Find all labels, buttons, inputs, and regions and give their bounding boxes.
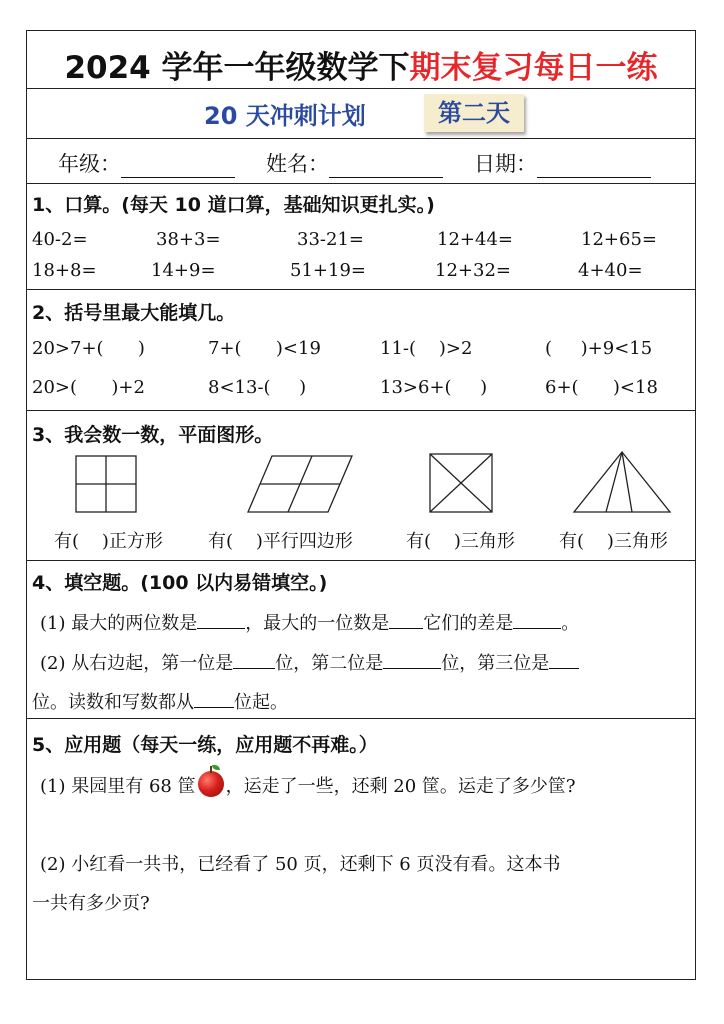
crossed-square-shape bbox=[430, 454, 492, 512]
calc-item: 14+9= bbox=[151, 260, 216, 281]
answer-blank[interactable] bbox=[194, 689, 234, 708]
section3-heading: 3、我会数一数，平面图形。 bbox=[32, 424, 274, 446]
shape-caption: 有( )正方形 bbox=[54, 531, 163, 552]
divider bbox=[26, 410, 696, 411]
day-badge bbox=[424, 94, 524, 132]
answer-blank[interactable] bbox=[389, 610, 423, 629]
fill-line-1 bbox=[40, 609, 579, 635]
inequality-item: 20>( )+2 bbox=[32, 377, 145, 398]
divider bbox=[26, 183, 696, 184]
answer-blank[interactable] bbox=[383, 650, 441, 669]
section2-heading: 2、括号里最大能填几。 bbox=[32, 302, 236, 324]
date-field bbox=[474, 148, 651, 178]
calc-item: 40-2= bbox=[32, 229, 88, 250]
fill-text: ，最大的一位数是 bbox=[245, 613, 390, 634]
answer-blank[interactable] bbox=[233, 650, 275, 669]
inequality-item: 11-( )>2 bbox=[380, 338, 473, 359]
inequality-item: 6+( )<18 bbox=[545, 377, 658, 398]
calc-item: 12+65= bbox=[581, 229, 657, 250]
divider bbox=[26, 289, 696, 290]
inequality-item: 7+( )<19 bbox=[208, 338, 321, 359]
shape-caption: 有( )平行四边形 bbox=[208, 531, 353, 552]
grade-blank[interactable] bbox=[121, 155, 235, 178]
word-problem-2-line1: (2) 小红看一共书，已经看了 50 页，还剩下 6 页没有看。这本书 bbox=[40, 854, 561, 875]
answer-blank[interactable] bbox=[549, 650, 579, 669]
fill-text: 位，第三位是 bbox=[441, 653, 550, 674]
inequality-item: 13>6+( ) bbox=[380, 377, 488, 398]
name-label: 姓名： bbox=[266, 152, 329, 176]
date-label: 日期： bbox=[474, 152, 537, 176]
day-badge-label: 第二天 bbox=[438, 99, 510, 127]
problem-text: ，运走了一些，还剩 20 筐。运走了多少筐? bbox=[225, 776, 576, 797]
triangle-shape bbox=[574, 452, 670, 512]
fill-text: 位，第二位是 bbox=[275, 653, 384, 674]
divider bbox=[26, 718, 696, 719]
apple-icon bbox=[198, 771, 224, 797]
shape-caption: 有( )三角形 bbox=[406, 531, 515, 552]
name-field bbox=[266, 148, 443, 178]
calc-item: 12+32= bbox=[435, 260, 511, 281]
answer-blank[interactable] bbox=[513, 610, 561, 629]
word-problem-1 bbox=[40, 771, 576, 798]
fill-text: 它们的差是 bbox=[423, 613, 514, 634]
section1-heading: 1、口算。(每天 10 道口算，基础知识更扎实。) bbox=[32, 194, 435, 216]
shapes-figure bbox=[26, 448, 696, 518]
fill-text: (2) 从右边起，第一位是 bbox=[40, 653, 234, 674]
page-title bbox=[26, 42, 696, 87]
calc-item: 12+44= bbox=[437, 229, 513, 250]
title-black-part: 2024 学年一年级数学下 bbox=[64, 50, 410, 86]
subtitle: 20 天冲刺计划 bbox=[204, 102, 366, 130]
grade-label: 年级： bbox=[58, 152, 121, 176]
fill-text: (1) 最大的两位数是 bbox=[40, 613, 198, 634]
title-red-part: 期末复习每日一练 bbox=[409, 50, 658, 86]
fill-text: 位。读数和写数都从 bbox=[32, 692, 194, 713]
fill-line-3 bbox=[32, 688, 288, 714]
shape-caption: 有( )三角形 bbox=[559, 531, 668, 552]
calc-item: 33-21= bbox=[297, 229, 364, 250]
calc-item: 18+8= bbox=[32, 260, 97, 281]
answer-blank[interactable] bbox=[197, 610, 245, 629]
section4-heading: 4、填空题。(100 以内易错填空。) bbox=[32, 572, 328, 594]
name-blank[interactable] bbox=[329, 155, 443, 178]
problem-text: (1) 果园里有 68 筐 bbox=[40, 776, 196, 797]
divider bbox=[26, 88, 696, 89]
fill-line-2 bbox=[40, 649, 579, 675]
inequality-item: 20>7+( ) bbox=[32, 338, 145, 359]
section5-heading: 5、应用题（每天一练，应用题不再难。） bbox=[32, 734, 378, 756]
divider bbox=[26, 560, 696, 561]
divider bbox=[26, 138, 696, 139]
fill-text: 。 bbox=[561, 613, 580, 634]
calc-item: 4+40= bbox=[578, 260, 643, 281]
parallelogram-shape bbox=[248, 456, 352, 512]
inequality-item: 8<13-( ) bbox=[208, 377, 307, 398]
grade-field bbox=[58, 148, 235, 178]
calc-item: 38+3= bbox=[156, 229, 221, 250]
square-grid-shape bbox=[76, 456, 136, 512]
fill-text: 位起。 bbox=[234, 692, 288, 713]
word-problem-2-line2: 一共有多少页? bbox=[32, 893, 150, 914]
calc-item: 51+19= bbox=[290, 260, 366, 281]
inequality-item: ( )+9<15 bbox=[545, 338, 653, 359]
date-blank[interactable] bbox=[537, 155, 651, 178]
